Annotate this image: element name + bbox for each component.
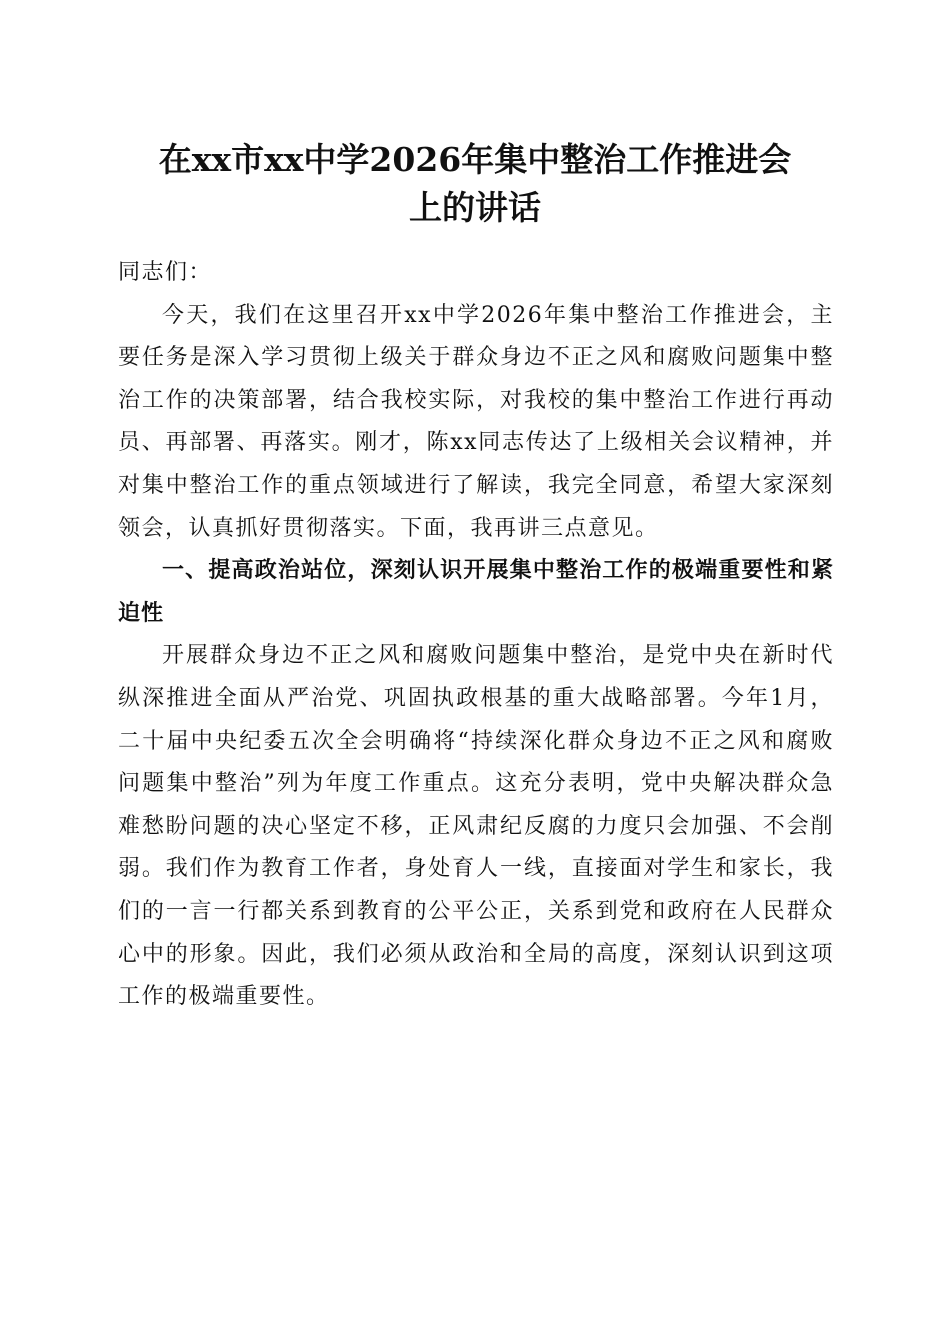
intro-paragraph: 今天，我们在这里召开xx中学2026年集中整治工作推进会，主要任务是深入学习贯彻上级关于群众身边不正之风和腐败问题集中整治工作的决策部署，结合我校实际，对我校的集中整治工作进行再动员、再部署、再落实。刚才，陈xx同志传达了上级相关会议精神，并对集中整治工作的重点领域进行了解读，我完全同意，希望大家深刻领会，认真抓好贯彻落实。下面，我再讲三点意见。	[118, 302, 834, 541]
title-line-2: 上的讲话	[409, 188, 541, 227]
document-title	[100, 136, 850, 232]
section-1-paragraph: 开展群众身边不正之风和腐败问题集中整治，是党中央在新时代纵深推进全面从严治党、巩固执政根基的重大战略部署。今年1月，二十届中央纪委五次全会明确将“持续深化群众身边不正之风和腐败问题集中整治”列为年度工作重点。这充分表明，党中央解决群众急难愁盼问题的决心坚定不移，正风肃纪反腐的力度只会加强、不会削弱。我们作为教育工作者，身处育人一线，直接面对学生和家长，我们的一言一行都关系到教育的公平公正，关系到党和政府在人民群众心中的形象。因此，我们必须从政治和全局的高度，深刻认识到这项工作的极端重要性。	[118, 643, 834, 1010]
document-body	[118, 252, 834, 1019]
title-line-1: 在xx市xx中学2026年集中整治工作推进会	[158, 140, 792, 179]
salutation: 同志们：	[118, 260, 213, 285]
section-1-heading: 一、提高政治站位，深刻认识开展集中整治工作的极端重要性和紧迫性	[118, 558, 834, 626]
